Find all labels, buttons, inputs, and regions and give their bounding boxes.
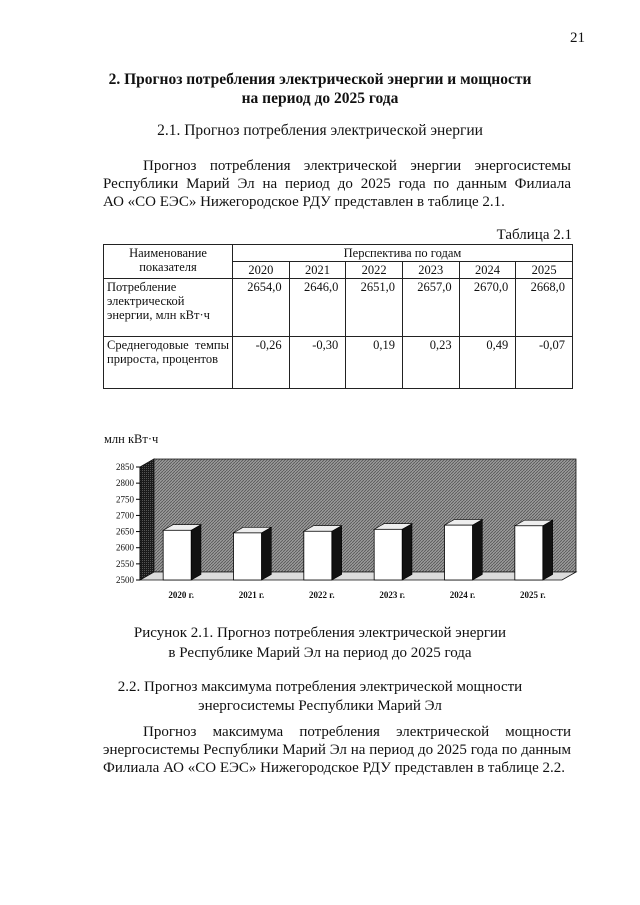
section-heading [90,70,550,108]
chart-y-unit-label: млн кВт·ч [104,432,159,446]
table-year: 2020 [233,262,290,279]
chart-floor [140,572,576,580]
table-cell: 2654,0 [233,279,290,337]
chart-y-tick-label: 2750 [116,494,134,505]
table-row-label: Среднегодовые темпы прироста, процентов [104,337,233,389]
table-cell: 0,23 [402,337,459,389]
chart-bar-side [543,520,553,580]
table-cell: -0,26 [233,337,290,389]
chart-y-tick-label: 2600 [116,542,134,553]
paragraph-2 [103,723,571,777]
table-cell: 0,49 [459,337,516,389]
paragraph-1-line: Республики Марий Эл на период до 2025 года по данным Филиала [103,176,571,192]
chart-back-wall [154,459,576,572]
table-caption: Таблица 2.1 [496,227,572,243]
chart-bar-side [402,524,412,580]
table-cell: -0,07 [516,337,573,389]
subsection-heading-2-2-line-1: 2.2. Прогноз максимума потребления электрической мощности [117,679,523,695]
chart-bar [374,529,402,580]
figure-caption-line-1: Рисунок 2.1. Прогноз потребления электрической энергии [133,625,507,641]
table-col-header: Наименование показателя [104,245,233,279]
chart-y-tick-label: 2500 [116,575,134,585]
chart-y-tick-label: 2800 [116,478,134,489]
table-year: 2023 [402,262,459,279]
chart-x-tick-label: 2022 г. [309,590,335,600]
table-group-header: Перспектива по годам [233,245,573,262]
paragraph-2-line: Прогноз максимума потребления электрической мощности [143,724,571,740]
section-heading-line-2: на период до 2025 года [241,90,399,107]
chart-x-tick-label: 2024 г. [449,590,476,600]
chart-x-tick-label: 2023 г. [379,590,405,600]
paragraph-2-line: энергосистемы Республики Марий Эл на период до 2025 года по данным [103,742,571,758]
chart-bar-side [332,526,342,580]
table-year: 2024 [459,262,516,279]
table-cell: 2670,0 [459,279,516,337]
chart-bar [304,531,332,580]
chart-bar-side [191,525,201,580]
table-year: 2025 [516,262,573,279]
table-cell: 0,19 [346,337,403,389]
paragraph-1 [103,157,571,211]
chart-y-tick-label: 2650 [116,526,134,537]
table-row [104,337,573,389]
paragraph-1-line: Прогноз потребления электрической энергии энергосистемы [143,158,571,174]
chart-y-tick-label: 2550 [116,558,134,569]
page-number: 21 [570,30,585,46]
paragraph-1-line: АО «СО ЕЭС» Нижегородское РДУ представлен в таблице 2.1. [103,194,505,210]
table-cell: 2668,0 [516,279,573,337]
chart-bar [515,526,543,580]
chart-x-tick-label: 2020 г. [168,590,194,600]
chart-bar [163,530,191,580]
chart-side-wall [140,459,154,580]
table-cell: 2646,0 [289,279,346,337]
table-cell: -0,30 [289,337,346,389]
chart-x-tick-label: 2025 г. [520,590,546,600]
table-row-label: Потребление электрической энергии, млн кВт·ч [104,279,233,337]
table-cell: 2657,0 [402,279,459,337]
section-heading-line-1: 2. Прогноз потребления электрической энергии и мощности [108,71,532,88]
chart-bar-side [262,527,272,580]
chart-y-tick-label: 2850 [116,462,134,472]
table-year: 2022 [346,262,403,279]
chart-bar [445,525,473,580]
subsection-heading-2-2-line-2: энергосистемы Республики Марий Эл [198,698,442,714]
chart-y-tick-label: 2700 [116,510,134,521]
chart-bar [234,533,262,580]
chart-x-tick-label: 2021 г. [238,590,265,600]
chart-bar-side [473,520,483,580]
table-row [104,279,573,337]
subsection-heading-2-2 [90,678,550,716]
consumption-bar-chart [100,450,590,610]
figure-caption-line-2: в Республике Марий Эл на период до 2025 года [168,645,472,661]
table-cell: 2651,0 [346,279,403,337]
paragraph-2-line: Филиала АО «СО ЕЭС» Нижегородское РДУ представлен в таблице 2.2. [103,760,565,776]
table-year: 2021 [289,262,346,279]
figure-caption [90,623,550,663]
forecast-table [103,244,573,389]
subsection-heading-2-1: 2.1. Прогноз потребления электрической энергии [157,122,483,139]
